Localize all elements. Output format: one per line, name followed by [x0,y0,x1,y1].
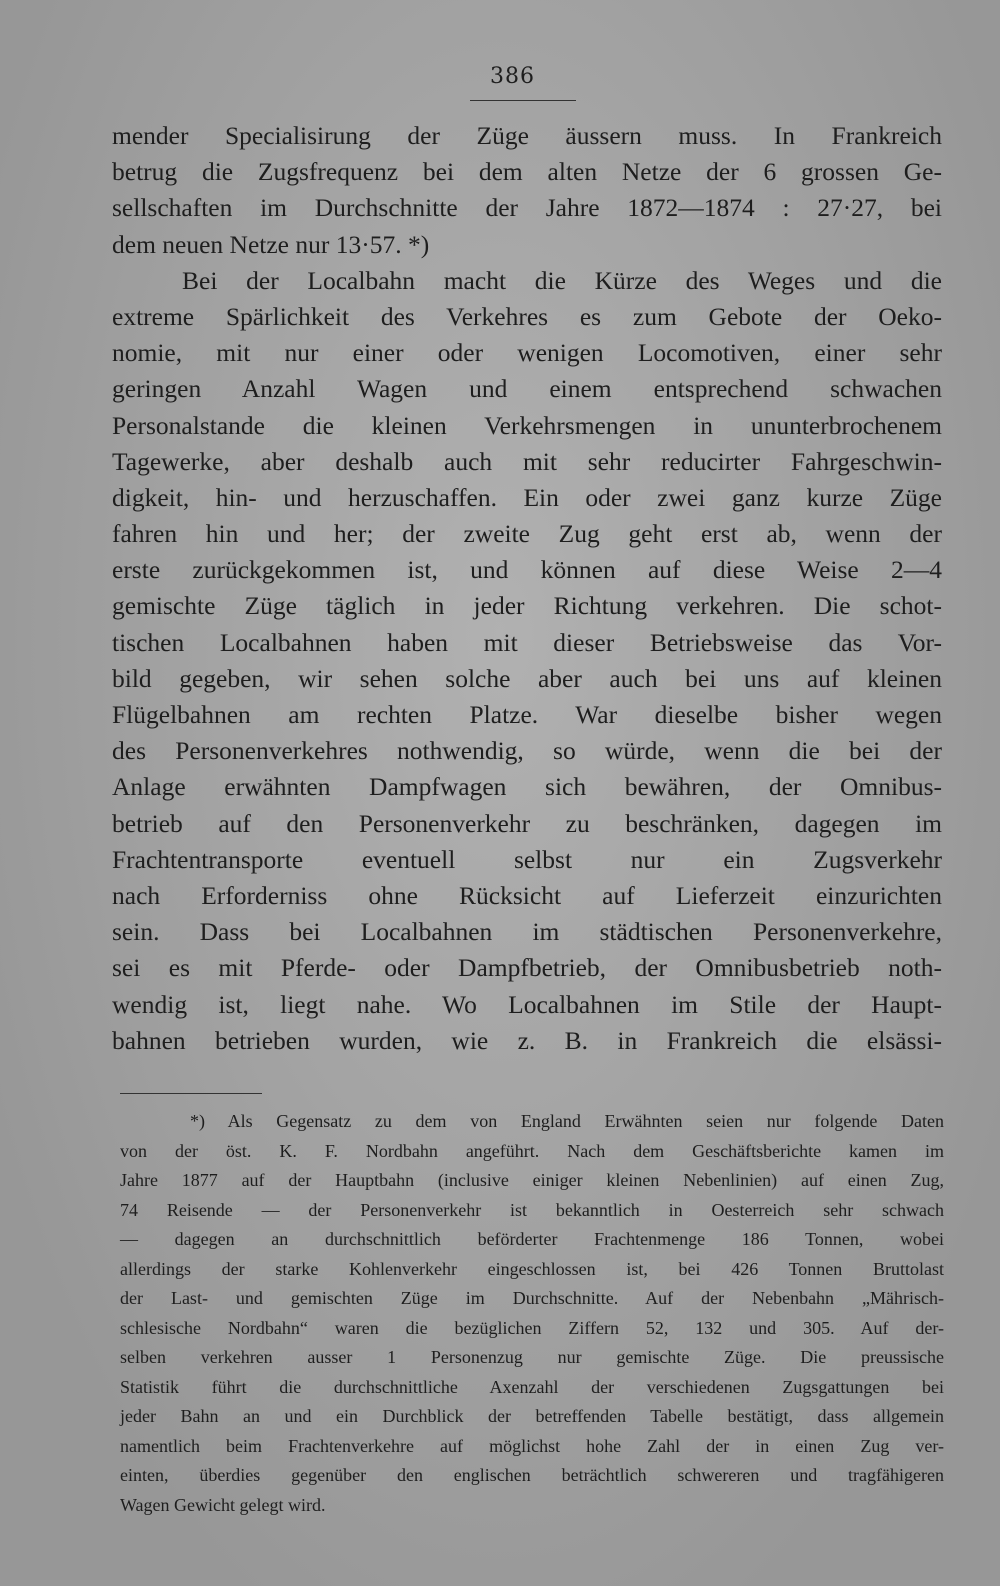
main-text [112,118,942,1059]
text-line: sein. Dass bei Localbahnen im städtischen Personenverkehre, [112,917,942,947]
text-line: tischen Localbahnen haben mit dieser Betriebsweise das Vor- [112,627,942,657]
text-line: dem neuen Netze nur 13·57. *) [112,229,430,259]
text-line: sellschaften im Durchschnitte der Jahre 1872—1874 : 27·27, bei [112,193,942,223]
text-line: gemischte Züge täglich in jeder Richtung verkehren. Die schot- [112,591,942,621]
footnote-rule [120,1093,262,1094]
text-line: bahnen betrieben wurden, wie z. B. in Frankreich die elsässi- [112,1025,942,1055]
footnote-line: namentlich beim Frachtenverkehre auf möglichst hohe Zahl der in einen Zug ver- [120,1435,944,1456]
text-line: mender Specialisirung der Züge äussern muss. In Frankreich [112,121,942,150]
text-line: Flügelbahnen am rechten Platze. War dieselbe bisher wegen [112,700,942,729]
footnote-line: allerdings der starke Kohlenverkehr eingeschlossen ist, bei 426 Tonnen Bruttolast [120,1258,944,1279]
footnote-line: 74 Reisende — der Personenverkehr ist bekanntlich in Oesterreich sehr schwach [120,1199,944,1220]
text-line: nomie, mit nur einer oder wenigen Locomotiven, einer sehr [112,338,942,368]
text-line: betrug die Zugsfrequenz bei dem alten Netze der 6 grossen Ge- [112,157,942,187]
footnote-line: von der öst. K. F. Nordbahn angeführt. Nach dem Geschäftsberichte kamen im [120,1140,944,1161]
text-line: erste zurückgekommen ist, und können auf diese Weise 2—4 [112,555,942,585]
text-line: des Personenverkehres nothwendig, so würde, wenn die bei der [112,736,942,766]
text-line: wendig ist, liegt nahe. Wo Localbahnen im Stile der Haupt- [112,989,942,1019]
text-line: bild gegeben, wir sehen solche aber auch bei uns auf kleinen [112,663,942,693]
text-line: sei es mit Pferde- oder Dampfbetrieb, der Omnibusbetrieb noth- [112,953,942,983]
footnote-line: — dagegen an durchschnittlich beförderter Frachtenmenge 186 Tonnen, wobei [120,1229,944,1249]
footnote-line: jeder Bahn an und ein Durchblick der betreffenden Tabelle bestätigt, dass allgemein [120,1406,944,1426]
footnote-line: Wagen Gewicht gelegt wird. [120,1494,326,1515]
footnote [120,1107,944,1520]
footnote-line: *) Als Gegensatz zu dem von England Erwähnten seien nur folgende Daten [190,1111,944,1131]
text-line: betrieb auf den Personenverkehr zu beschränken, dagegen im [112,808,942,838]
footnote-line: Statistik führt die durchschnittliche Axenzahl der verschiedenen Zugsgattungen bei [120,1376,944,1397]
text-line: Personalstande die kleinen Verkehrsmengen in ununterbrochenem [112,410,942,440]
footnote-line: selben verkehren ausser 1 Personenzug nur gemischte Züge. Die preussische [120,1347,944,1367]
footnote-line: Jahre 1877 auf der Hauptbahn (inclusive einiger kleinen Nebenlinien) auf einen Zug, [120,1170,944,1190]
footnote-line: der Last- und gemischten Züge im Durchschnitte. Auf der Nebenbahn „Mährisch- [120,1288,944,1308]
text-line: Anlage erwähnten Dampfwagen sich bewähren, der Omnibus- [112,772,942,802]
text-line: Frachtentransporte eventuell selbst nur ein Zugsverkehr [112,844,942,874]
text-line: extreme Spärlichkeit des Verkehres es zum Gebote der Oeko- [112,301,942,331]
text-line: Bei der Localbahn macht die Kürze des Weges und die [182,265,942,295]
footnote-line: schlesische Nordbahn“ waren die bezüglichen Ziffern 52, 132 und 305. Auf der- [120,1317,944,1338]
text-line: digkeit, hin- und herzuschaffen. Ein oder zwei ganz kurze Züge [112,482,942,512]
text-line: Tagewerke, aber deshalb auch mit sehr reducirter Fahrgeschwin- [112,446,942,476]
header-rule [470,100,576,101]
text-line: geringen Anzahl Wagen und einem entsprechend schwachen [112,374,942,404]
text-line: nach Erforderniss ohne Rücksicht auf Lieferzeit einzurichten [112,880,942,910]
page-number: 386 [490,64,535,89]
text-line: fahren hin und her; der zweite Zug geht erst ab, wenn der [112,519,942,549]
footnote-line: einten, überdies gegenüber den englischen beträchtlich schwereren und tragfähigeren [120,1465,944,1485]
